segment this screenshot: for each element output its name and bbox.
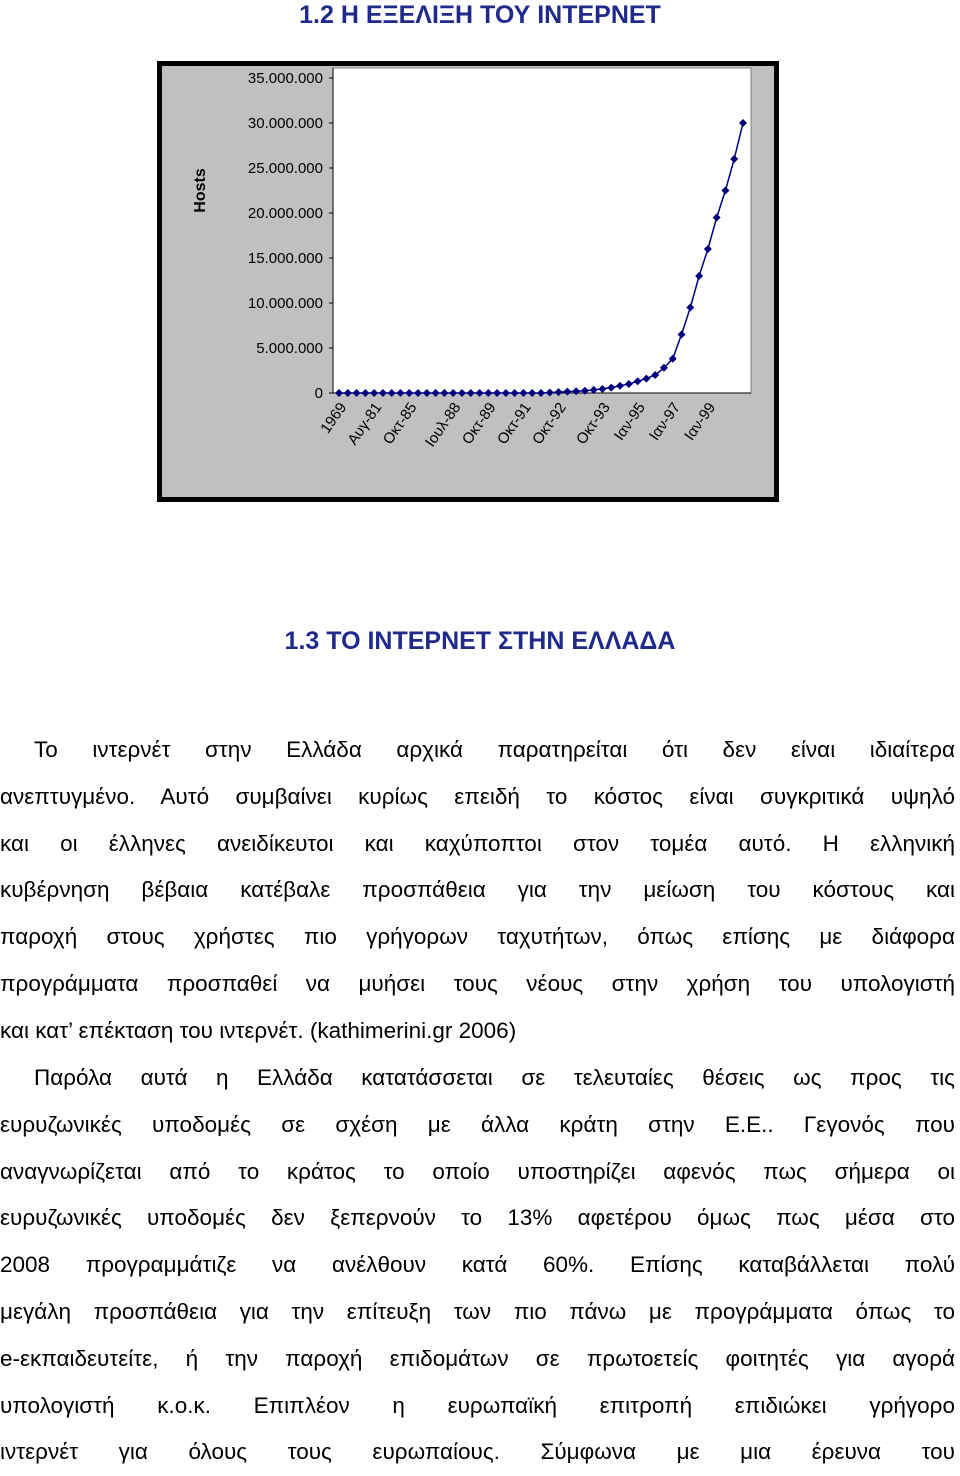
- section-title-greece: 1.3 ΤΟ ΙΝΤΕΡΝΕΤ ΣΤΗΝ ΕΛΛΑΔΑ: [284, 627, 676, 655]
- text-line: ιντερνέτ για όλους τους ευρωπαίους. Σύμφωνα με μια έρευνα του: [0, 1439, 955, 1465]
- text-line: προγράμματα προσπαθεί να μυήσει τους νέους στην χρήση του υπολογιστή: [0, 970, 955, 996]
- plot-area: [333, 68, 751, 393]
- text-line: μεγάλη προσπάθεια για την επίτευξη των πιο πάνω με προγράμματα όπως το: [0, 1298, 955, 1324]
- paragraph-internet-in-greece: [0, 727, 955, 1055]
- x-tick-label: Ιαν-97: [645, 399, 685, 444]
- x-tick-label: Ιουλ-88: [421, 399, 465, 451]
- x-tick-label: Οκτ-91: [493, 399, 535, 448]
- paragraph-broadband: [0, 1055, 955, 1476]
- text-line: και οι έλληνες ανειδίκευτοι και καχύποπτοι στον τομέα αυτό. Η ελληνική: [0, 830, 955, 856]
- text-line: Το ιντερνέτ στην Ελλάδα αρχικά παρατηρείται ότι δεν είναι ιδιαίτερα: [34, 737, 955, 762]
- text-line: αναγνωρίζεται από το κράτος το οποίο υποστηρίζει αφενός πως σήμερα οι: [0, 1158, 955, 1184]
- text-line: ανεπτυγμένο. Αυτό συμβαίνει κυρίως επειδή το κόστος είναι συγκριτικά υψηλό: [0, 783, 955, 809]
- y-axis-title: Hosts: [192, 168, 209, 213]
- text-line: e-εκπαιδευτείτε, ή την παροχή επιδομάτων σε πρωτοετείς φοιτητές για αγορά: [0, 1345, 955, 1371]
- y-tick-label: 25.000.000: [247, 160, 323, 177]
- text-line: κυβέρνηση βέβαια κατέβαλε προσπάθεια για την μείωση του κόστους και: [0, 877, 955, 903]
- text-line: Παρόλα αυτά η Ελλάδα κατατάσσεται σε τελευταίες θέσεις ως προς τις: [34, 1065, 955, 1090]
- x-tick-label: Οκτ-93: [572, 399, 614, 448]
- text-line: ευρυζωνικές υποδομές σε σχέση με άλλα κράτη στην Ε.Ε.. Γεγονός που: [0, 1111, 955, 1137]
- x-tick-label: Ιαν-95: [610, 399, 649, 444]
- x-tick-label: Οκτ-92: [529, 399, 570, 448]
- text-line: και κατ’ επέκταση του ιντερνέτ. (kathimerini.gr 2006): [0, 1017, 517, 1043]
- y-tick-label: 10.000.000: [247, 295, 323, 312]
- section-title-evolution: 1.2 Η ΕΞΕΛΙΞΗ ΤΟΥ ΙΝΤΕΡΝΕΤ: [299, 1, 661, 29]
- x-tick-label: Ιαν-99: [681, 399, 720, 444]
- y-tick-label: 20.000.000: [247, 205, 323, 222]
- y-tick-label: 0: [314, 385, 323, 402]
- x-tick-label: 1969: [317, 399, 351, 437]
- y-tick-label: 30.000.000: [247, 115, 323, 132]
- x-tick-label: Αυγ-81: [344, 399, 386, 449]
- y-tick-label: 35.000.000: [247, 70, 323, 87]
- text-line: 2008 προγραμμάτιζε να ανέλθουν κατά 60%. Επίσης καταβάλλεται πολύ: [0, 1252, 955, 1278]
- x-tick-label: Οκτ-85: [379, 399, 421, 448]
- x-tick-label: Οκτ-89: [458, 399, 500, 448]
- hosts-growth-chart: [157, 61, 779, 502]
- text-line: υπολογιστή κ.ο.κ. Επιπλέον η ευρωπαϊκή επιτροπή επιδιώκει γρήγορο: [0, 1392, 955, 1418]
- text-line: παροχή στους χρήστες πιο γρήγορων ταχυτήτων, όπως επίσης με διάφορα: [0, 924, 955, 950]
- y-tick-label: 15.000.000: [247, 250, 323, 267]
- text-line: ευρυζωνικές υποδομές δεν ξεπερνούν το 13% αφετέρου όμως πως μέσα στο: [0, 1205, 955, 1231]
- y-tick-label: 5.000.000: [256, 340, 323, 357]
- chart-svg: [157, 61, 779, 502]
